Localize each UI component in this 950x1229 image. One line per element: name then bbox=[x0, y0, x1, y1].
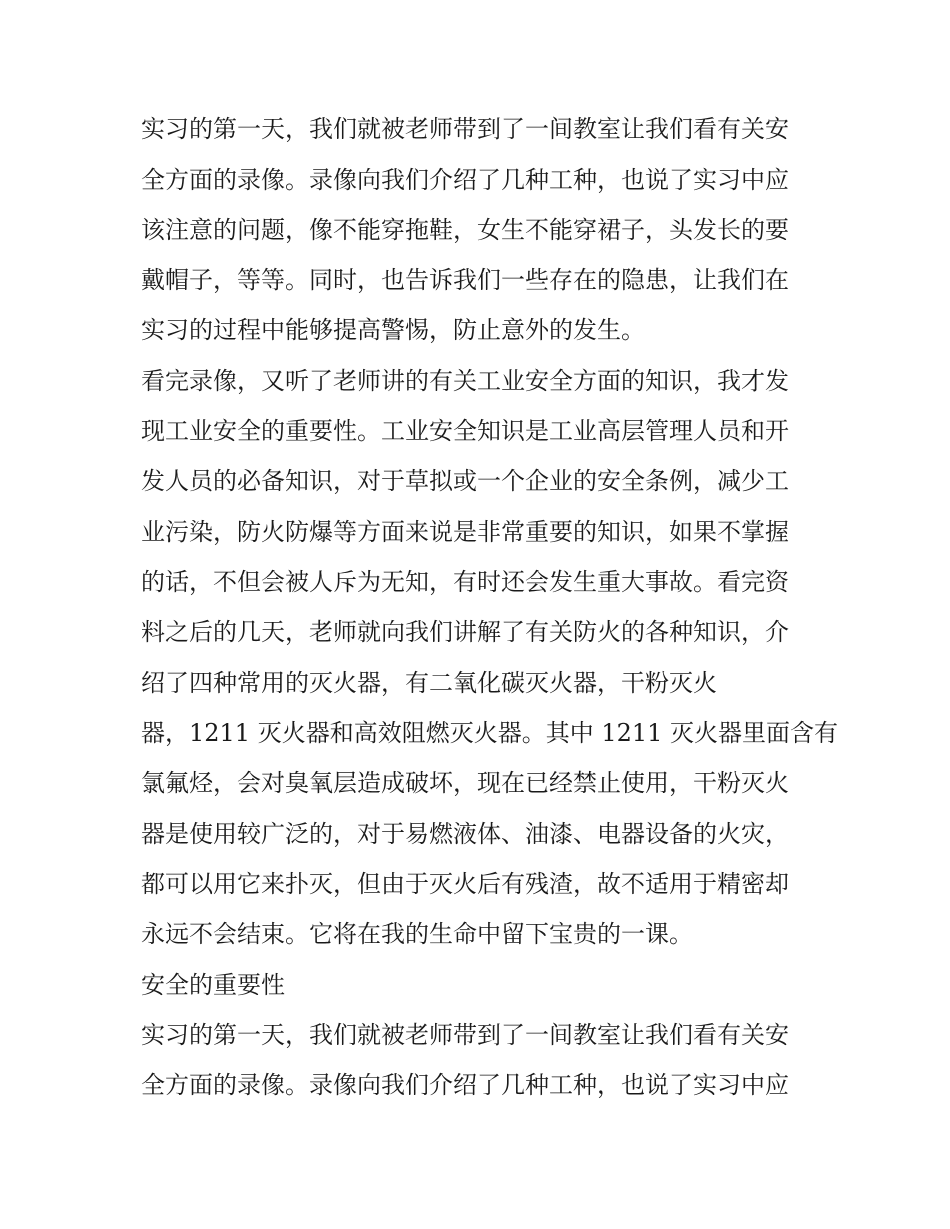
text-line: 绍了四种常用的灭火器，有二氧化碳灭火器，干粉灭火 bbox=[141, 669, 717, 697]
text-line: 该注意的问题，像不能穿拖鞋，女生不能穿裙子，头发长的要 bbox=[141, 216, 789, 244]
text-line: 氯氟烃，会对臭氧层造成破坏，现在已经禁止使用，干粉灭火 bbox=[141, 769, 789, 797]
text-line: 全方面的录像。录像向我们介绍了几种工种，也说了实习中应 bbox=[141, 166, 789, 194]
text-line: 永远不会结束。它将在我的生命中留下宝贵的一课。 bbox=[141, 920, 693, 948]
text-line: 发人员的必备知识，对于草拟或一个企业的安全条例，减少工 bbox=[141, 467, 789, 495]
text-line: 看完录像，又听了老师讲的有关工业安全方面的知识，我才发 bbox=[141, 367, 789, 395]
text-line: 实习的第一天，我们就被老师带到了一间教室让我们看有关安 bbox=[141, 115, 789, 143]
text-line: 料之后的几天，老师就向我们讲解了有关防火的各种知识，介 bbox=[141, 618, 789, 646]
text-line: 器，1211 灭火器和高效阻燃灭火器。其中 1211 灭火器里面含有 bbox=[141, 719, 839, 747]
text-line: 戴帽子，等等。同时，也告诉我们一些存在的隐患，让我们在 bbox=[141, 266, 789, 294]
text-line: 现工业安全的重要性。工业安全知识是工业高层管理人员和开 bbox=[141, 417, 789, 445]
text-line: 实习的过程中能够提高警惕，防止意外的发生。 bbox=[141, 316, 645, 344]
text-line: 实习的第一天，我们就被老师带到了一间教室让我们看有关安 bbox=[141, 1021, 789, 1049]
text-line: 全方面的录像。录像向我们介绍了几种工种，也说了实习中应 bbox=[141, 1071, 789, 1099]
text-line: 的话，不但会被人斥为无知，有时还会发生重大事故。看完资 bbox=[141, 568, 789, 596]
text-line: 都可以用它来扑灭，但由于灭火后有残渣，故不适用于精密却 bbox=[141, 870, 789, 898]
text-line: 业污染，防火防爆等方面来说是非常重要的知识，如果不掌握 bbox=[141, 518, 789, 546]
text-line: 器是使用较广泛的，对于易燃液体、油漆、电器设备的火灾， bbox=[141, 820, 789, 848]
section-heading: 安全的重要性 bbox=[141, 971, 285, 999]
